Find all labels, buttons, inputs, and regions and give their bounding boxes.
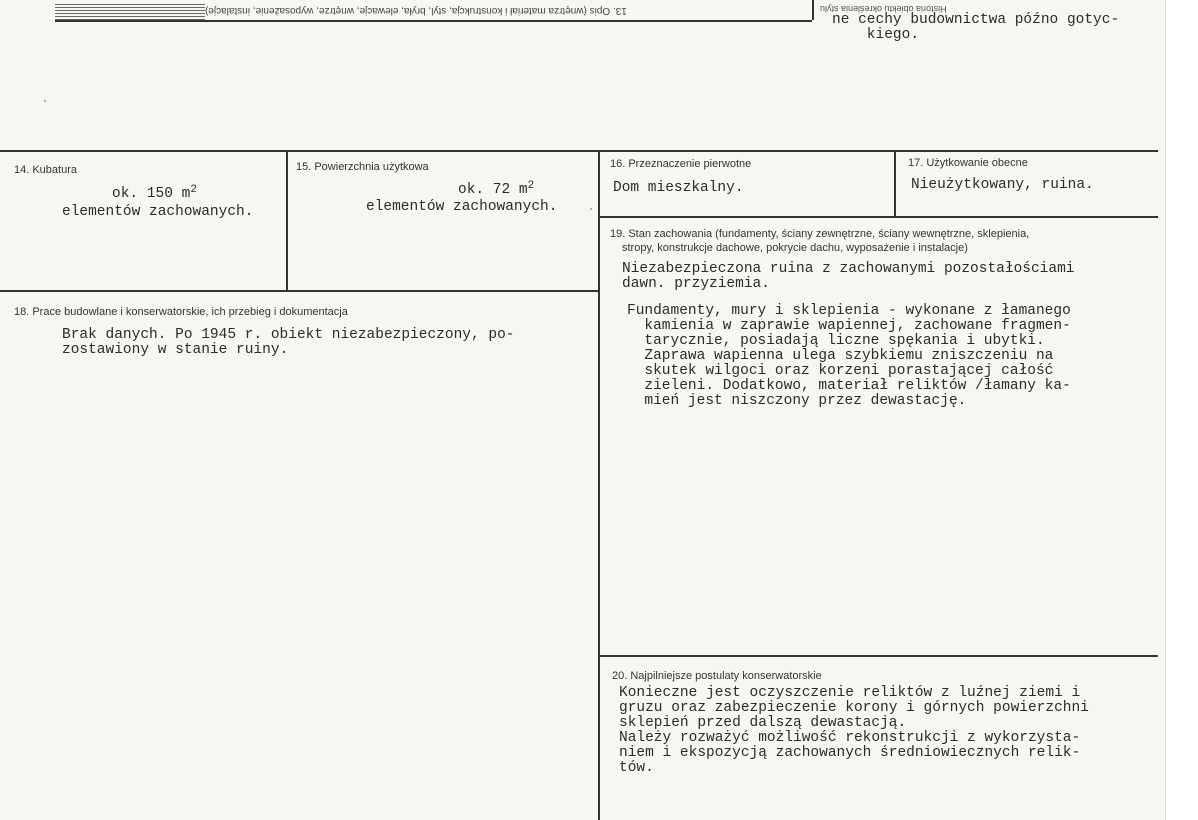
divider: [894, 150, 896, 216]
mirrored-header-text-right: Historia obiektu określenia stylu: [820, 4, 947, 14]
stan-label-line1: 19. Stan zachowania (fundamenty, ściany zewnętrzne, ściany wewnętrzne, sklepienia,: [610, 228, 1030, 240]
przeznaczenie-label: 16. Przeznaczenie pierwotne: [610, 158, 752, 170]
punch-dot: [590, 208, 592, 210]
mirrored-header-text: 13. Opis (wnętrza materiał i konstrukcja, styl, bryła, elewacje, wnętrze, wyposażenie, instalacje): [205, 5, 627, 16]
divider: [55, 20, 812, 22]
divider: [812, 0, 814, 20]
postulaty-label: 20. Najpilniejsze postulaty konserwatorskie: [612, 670, 822, 682]
prace-value: Brak danych. Po 1945 r. obiekt niezabezpieczony, po- zostawiony w stanie ruiny.: [62, 327, 515, 358]
stan-paragraph-2: Fundamenty, mury i sklepienia - wykonane z łamanego kamienia w zaprawie wapiennej, zachowane fragmen- tarycznie, posiadają liczne spękania i ubytki. Zaprawa wapienna ulega szybkiemu zniszczeniu na skutek wilgoci oraz korzeni porastającej całość zieleni. Dodatkowo, materiał reliktów /łamany ka- mień jest niszczony przez dewastację.: [627, 303, 1071, 409]
kubatura-value-line2: elementów zachowanych.: [62, 204, 254, 220]
stan-paragraph-1: Niezabezpieczona ruina z zachowanymi pozostałościami dawn. przyziemia.: [622, 261, 1075, 292]
kubatura-value: ok. 150 $m^2$: [112, 184, 197, 202]
kubatura-label: 14. Kubatura: [14, 164, 77, 176]
divider: [0, 150, 1158, 152]
divider: [0, 290, 598, 292]
uzytkowanie-value: Nieużytkowany, ruina.: [911, 177, 1094, 193]
divider: [598, 216, 1158, 218]
continued-description-text: ne cechy budownictwa późno gotyc- kiego.: [832, 12, 1120, 43]
divider: [598, 655, 1158, 657]
prace-label: 18. Prace budowlane i konserwatorskie, ich przebieg i dokumentacja: [14, 306, 348, 318]
divider: [286, 150, 288, 291]
wave-pattern-decoration: [55, 4, 205, 20]
page-edge: [1165, 0, 1198, 820]
divider: [598, 150, 600, 820]
powierzchnia-value-line2: elementów zachowanych.: [366, 199, 558, 215]
stan-label-line2: stropy, konstrukcje dachowe, pokrycie dachu, wyposażenie i instalacje): [622, 242, 968, 254]
punch-dot: [44, 100, 46, 102]
powierzchnia-label: 15. Powierzchnia użytkowa: [296, 161, 429, 173]
powierzchnia-value: ok. 72 $m^2$: [458, 180, 535, 198]
przeznaczenie-value: Dom mieszkalny.: [613, 180, 744, 196]
postulaty-value: Konieczne jest oczyszczenie reliktów z luźnej ziemi i gruzu oraz zabezpieczenie korony i górnych powierzchni sklepień przed dalszą dewastacją. Należy rozważyć możliwość rekonstrukcji z wykorzysta- niem i ekspozycją zachowanych średniowiecznych relik- tów.: [619, 685, 1089, 776]
mirrored-header-strip: [55, 4, 800, 20]
uzytkowanie-label: 17. Użytkowanie obecne: [908, 157, 1028, 169]
